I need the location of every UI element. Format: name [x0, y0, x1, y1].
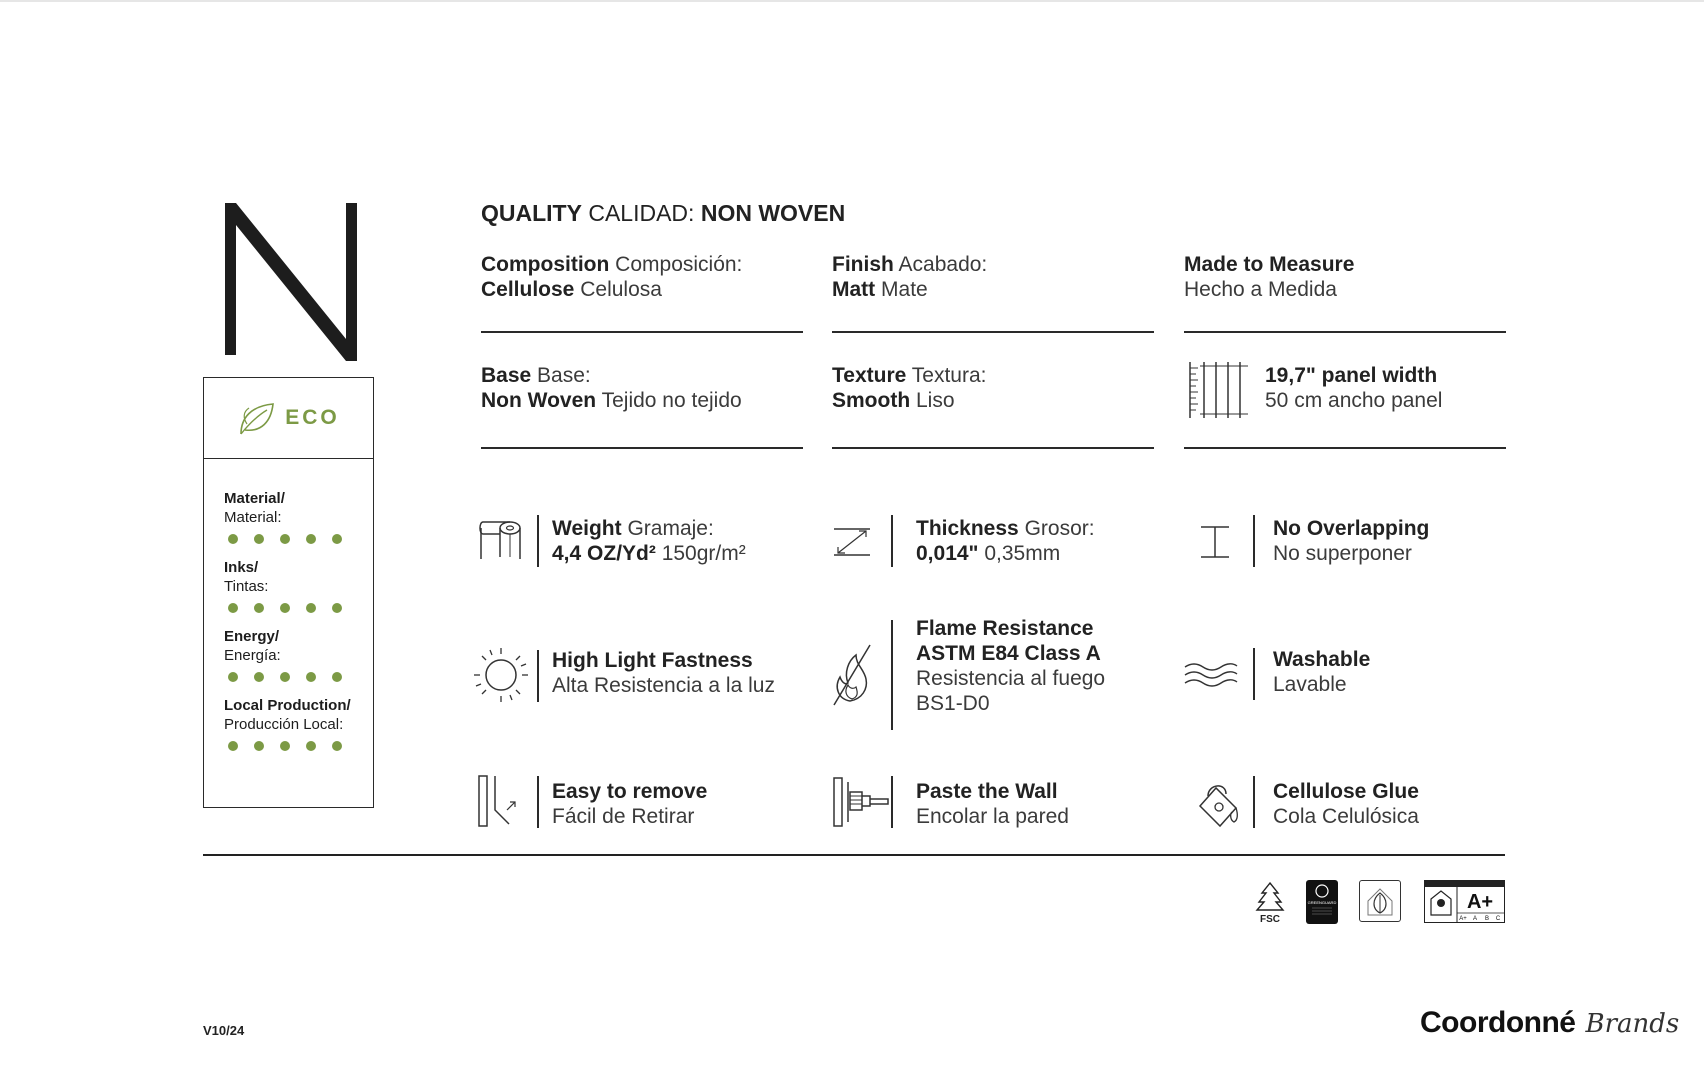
a-class-label: A	[1472, 916, 1478, 922]
fsc-tree-icon	[1253, 880, 1287, 926]
quality-label-es: CALIDAD:	[588, 200, 695, 226]
feature-value-es: 150gr/m²	[661, 542, 746, 565]
greenguard-icon	[1306, 880, 1338, 924]
rating-dots	[224, 741, 373, 751]
flame-resistance-icon	[832, 641, 874, 707]
rating-label-es: Material:	[224, 509, 282, 526]
feature-easy-remove	[552, 779, 707, 829]
paper-roll-icon	[477, 519, 523, 561]
thickness-icon	[832, 525, 872, 559]
sun-icon	[472, 646, 530, 704]
a-plus-rating-badge	[1424, 880, 1505, 923]
rating-dot	[228, 672, 238, 682]
feature-label-es: No superponer	[1273, 542, 1412, 565]
brand-name: Coordonné	[1420, 1006, 1576, 1039]
rating-dot	[280, 603, 290, 613]
feature-flame-resistance	[916, 616, 1105, 716]
rating-dot	[280, 672, 290, 682]
a-plus-label: A+	[1466, 891, 1494, 913]
spec-value-es: Tejido no tejido	[601, 389, 742, 412]
rating-dot	[254, 741, 264, 751]
divider	[1184, 447, 1506, 449]
leaf-home-icon	[1360, 881, 1400, 921]
divider	[1184, 331, 1506, 333]
spec-finish	[832, 252, 987, 302]
top-border	[0, 0, 1704, 2]
rating-dot	[306, 603, 316, 613]
feature-label-en: Paste the Wall	[916, 780, 1058, 803]
rating-dot	[306, 672, 316, 682]
rating-label-en: Energy/	[224, 628, 280, 645]
divider	[481, 447, 803, 449]
eco-label: ECO	[285, 406, 340, 429]
rating-dot	[228, 741, 238, 751]
rating-dot	[280, 741, 290, 751]
rating-label-en: Local Production/	[224, 697, 351, 714]
feature-label-es: Cola Celulósica	[1273, 805, 1419, 828]
feature-label-en: Thickness	[916, 517, 1019, 540]
rating-label-es: Producción Local:	[224, 716, 344, 733]
spec-label-es: Textura:	[911, 364, 987, 387]
feature-label-en: High Light Fastness	[552, 649, 753, 672]
separator	[537, 650, 539, 702]
spec-texture	[832, 363, 986, 413]
spec-value-en: Smooth	[832, 389, 911, 412]
rating-dots	[224, 672, 373, 682]
rating-dot	[254, 672, 264, 682]
spec-value-en: Cellulose	[481, 278, 575, 301]
spec-value-es: 50 cm ancho panel	[1265, 389, 1443, 412]
rating-dot	[280, 534, 290, 544]
spec-base	[481, 363, 742, 413]
rating-dot	[228, 603, 238, 613]
spec-value-es: Celulosa	[580, 278, 662, 301]
divider	[832, 447, 1154, 449]
separator	[891, 620, 893, 730]
eco-rating-material	[224, 489, 373, 544]
spec-panel-width	[1265, 363, 1442, 413]
feature-label-es: Fácil de Retirar	[552, 805, 695, 828]
feature-line-1: Flame Resistance	[916, 617, 1094, 640]
rating-dot	[306, 534, 316, 544]
rating-label-en: Inks/	[224, 559, 259, 576]
rating-dot	[306, 741, 316, 751]
rating-dot	[254, 603, 264, 613]
no-overlap-icon	[1198, 524, 1232, 560]
feature-light-fastness	[552, 648, 775, 698]
separator	[1253, 648, 1255, 700]
separator	[1253, 515, 1255, 567]
feature-cellulose-glue	[1273, 779, 1419, 829]
feature-label-en: Weight	[552, 517, 622, 540]
rating-dot	[332, 603, 342, 613]
eco-panel	[203, 377, 374, 808]
feature-value-en: 4,4 OZ/Yd²	[552, 542, 656, 565]
feature-label-es: Grosor:	[1024, 517, 1095, 540]
feature-label-en: Easy to remove	[552, 780, 708, 803]
eco-ratings	[204, 459, 373, 751]
greenguard-badge	[1306, 880, 1338, 924]
rating-dot	[332, 672, 342, 682]
panel-width-icon	[1186, 360, 1252, 420]
spec-composition	[481, 252, 742, 302]
rating-dot	[332, 741, 342, 751]
feature-line-3: Resistencia al fuego	[916, 667, 1106, 690]
rating-dot	[332, 534, 342, 544]
feature-no-overlapping	[1273, 516, 1429, 566]
separator	[537, 515, 539, 567]
spec-label-en: Finish	[832, 253, 894, 276]
paste-wall-icon	[832, 776, 890, 828]
eco-header	[204, 378, 373, 459]
spec-label-es: Hecho a Medida	[1184, 278, 1337, 301]
eco-rating-inks	[224, 558, 373, 613]
spec-label-en: Made to Measure	[1184, 253, 1355, 276]
spec-label-es: Acabado:	[898, 253, 988, 276]
eco-rating-local-production	[224, 696, 373, 751]
spec-label-es: Composición:	[615, 253, 743, 276]
divider	[832, 331, 1154, 333]
greenguard-label: GREENGUARD	[1307, 900, 1337, 905]
feature-washable	[1273, 647, 1370, 697]
spec-value-es: Mate	[881, 278, 928, 301]
washable-icon	[1183, 662, 1239, 688]
a-class-label: A+	[1459, 916, 1467, 922]
separator	[891, 776, 893, 828]
quality-label-en: QUALITY	[481, 200, 582, 226]
a-class-label: B	[1484, 916, 1490, 922]
feature-weight	[552, 516, 746, 566]
spec-label-en: Texture	[832, 364, 907, 387]
fsc-label: FSC	[1260, 914, 1280, 925]
collection-letter-n	[218, 201, 358, 361]
spec-made-to-measure	[1184, 252, 1354, 302]
spec-value-es: Liso	[916, 389, 955, 412]
brand-logo	[1420, 1006, 1679, 1040]
spec-value-en: Non Woven	[481, 389, 597, 412]
easy-remove-icon	[477, 774, 519, 828]
feature-label-es: Encolar la pared	[916, 805, 1069, 828]
feature-value-es: 0,35mm	[984, 542, 1061, 565]
glue-bucket-icon	[1196, 780, 1242, 832]
bottom-divider	[203, 854, 1505, 856]
feature-label-en: No Overlapping	[1273, 517, 1430, 540]
spec-label-en: Base	[481, 364, 532, 387]
feature-paste-wall	[916, 779, 1069, 829]
version-label: V10/24	[203, 1023, 245, 1038]
spec-value-en: 19,7" panel width	[1265, 364, 1438, 387]
feature-line-2: ASTM E84 Class A	[916, 642, 1101, 665]
feature-label-es: Alta Resistencia a la luz	[552, 674, 775, 697]
rating-label-es: Energía:	[224, 647, 281, 664]
feature-label-es: Lavable	[1273, 673, 1347, 696]
spec-label-es: Base:	[537, 364, 591, 387]
rating-label-en: Material/	[224, 490, 285, 507]
feature-label-es: Gramaje:	[627, 517, 714, 540]
quality-value: NON WOVEN	[700, 200, 846, 226]
divider	[481, 331, 803, 333]
feature-label-en: Washable	[1273, 648, 1371, 671]
spec-value-en: Matt	[832, 278, 876, 301]
eco-rating-energy	[224, 627, 373, 682]
rating-dot	[254, 534, 264, 544]
separator	[537, 776, 539, 828]
rating-dot	[228, 534, 238, 544]
rating-dots	[224, 534, 373, 544]
separator	[1253, 776, 1255, 828]
rating-label-es: Tintas:	[224, 578, 269, 595]
a-class-label: C	[1495, 916, 1501, 922]
fsc-logo	[1253, 880, 1287, 931]
brand-script: Brands	[1585, 1009, 1680, 1039]
feature-label-en: Cellulose Glue	[1273, 780, 1419, 803]
quality-heading	[481, 200, 845, 227]
spec-label-en: Composition	[481, 253, 610, 276]
a-plus-icon	[1425, 881, 1504, 922]
feature-value-en: 0,014"	[916, 542, 979, 565]
feature-line-4: BS1-D0	[916, 692, 990, 715]
leaf-home-badge	[1359, 880, 1401, 922]
rating-dots	[224, 603, 373, 613]
leaf-icon	[237, 400, 277, 436]
feature-thickness	[916, 516, 1095, 566]
separator	[891, 515, 893, 567]
